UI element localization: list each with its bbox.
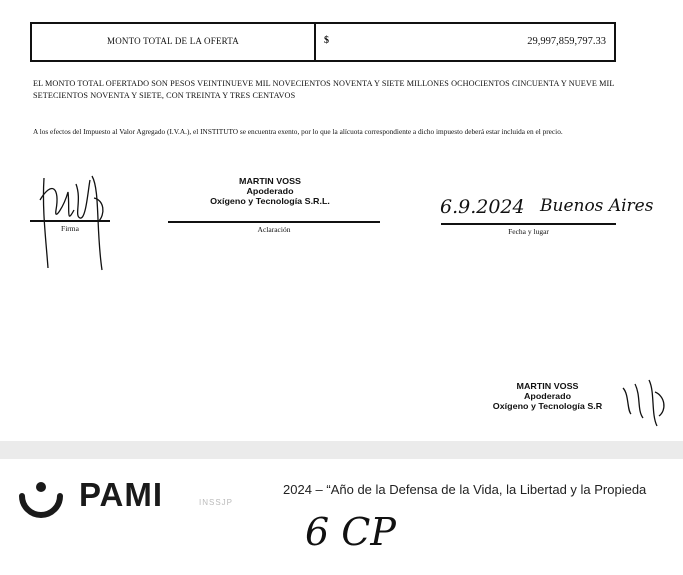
offer-total-box [30, 22, 616, 62]
year-motto: 2024 – “Año de la Defensa de la Vida, la Libertad y la Propieda [283, 482, 647, 497]
aclaracion-label: Aclaración [257, 225, 291, 234]
handwritten-place: Buenos Aires [540, 196, 654, 216]
bottom-stamp [471, 381, 623, 411]
pami-logo-text: PAMI [79, 476, 164, 513]
amount-in-words: EL MONTO TOTAL OFERTADO SON PESOS VEINTINUEVE MIL NOVECIENTOS NOVENTA Y SIETE MILLONES OCHOCIENTOS CINCUENTA Y NUEVE MIL SETECIENTOS NOVENTA Y SIETE, CON TREINTA Y TRES CENTAVOS [33, 79, 615, 100]
firma-label: Firma [61, 224, 79, 233]
pami-logo-subtext: INSSJP [199, 498, 234, 507]
bottom-stamp-name: MARTIN VOSS [516, 381, 579, 391]
handwritten-page-number: 6 CP [305, 510, 396, 554]
bottom-stamp-role: Apoderado [523, 391, 572, 401]
firma-line [30, 220, 110, 222]
box-divider [314, 24, 316, 60]
currency-symbol: $ [324, 35, 329, 46]
page-break-band [0, 441, 683, 459]
offer-total-label: MONTO TOTAL DE LA OFERTA [107, 36, 239, 46]
stamp-role: Apoderado [246, 186, 294, 196]
fecha-line [441, 223, 616, 225]
iva-note: A los efectos del Impuesto al Valor Agregado (I.V.A.), el INSTITUTO se encuentra exento, por lo que la alícuota correspondiente a dicho impuesto deberá estar incluida en el precio. [33, 127, 563, 136]
aclaracion-stamp [191, 176, 349, 206]
bottom-stamp-company: Oxígeno y Tecnología S.R [492, 401, 603, 411]
stamp-company: Oxígeno y Tecnología S.R.L. [210, 196, 330, 206]
aclaracion-line [168, 221, 380, 223]
offer-total-amount: 29,997,859,797.33 [527, 36, 606, 47]
handwritten-date: 6.9.2024 [440, 196, 525, 218]
fecha-label: Fecha y lugar [508, 227, 549, 236]
stamp-name: MARTIN VOSS [239, 176, 301, 186]
handwritten-signature-bottom [615, 374, 675, 430]
pami-logo-icon [18, 478, 64, 518]
